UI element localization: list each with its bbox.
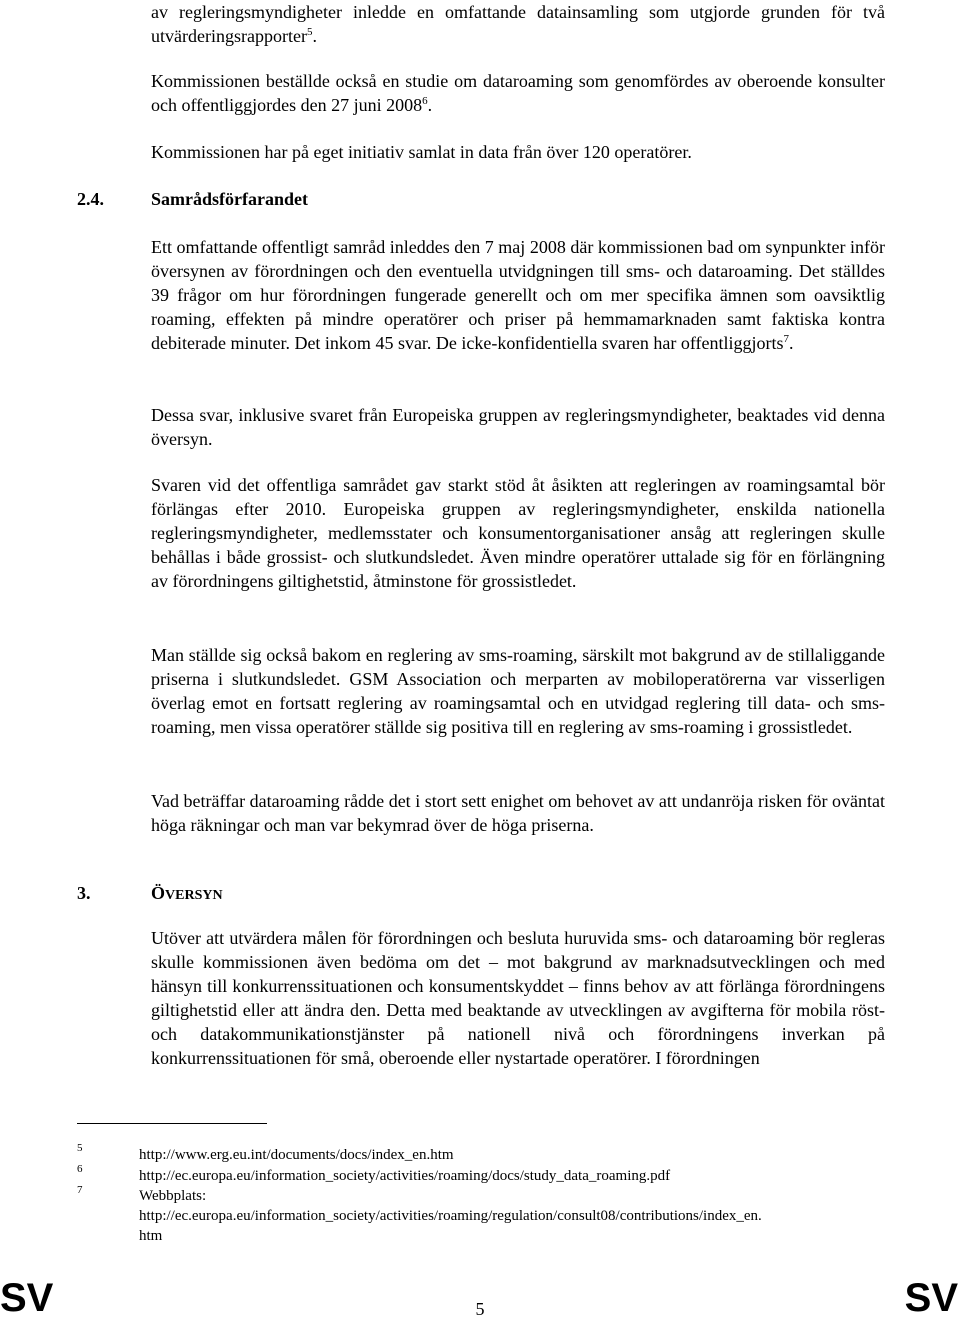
paragraph-ergs-data-collection: av regleringsmyndigheter inledde en omfattande datainsamling som utgjorde grunden för två utvärderingsrapporter$^5$.	[151, 2, 885, 46]
language-code-left: SV	[0, 1276, 54, 1320]
paragraph-data-roaming-consensus: Vad beträffar dataroaming rådde det i stort sett enighet om behovet av att undanröja risken för oväntat höga räkningar och man var bekymrad över de höga priserna.	[151, 791, 885, 835]
footnote-link-6[interactable]: http://ec.europa.eu/information_society/activities/roaming/docs/study_data_roaming.pdf	[139, 1168, 671, 1184]
section-title-samradsforfarandet: Samrådsförfarandet	[151, 189, 308, 209]
language-code-right: SV	[904, 1276, 958, 1320]
paragraph-review-scope: Utöver att utvärdera målen för förordningen och besluta huruvida sms- och dataroaming bör regleras skulle kommissionen även bedöma om det – mot bakgrund av marknadsutvecklingen och med hänsyn till konkurrenssituationen och konsumentskyddet – finns behov av att förlänga förordningens giltighetstid eller att ändra den. Detta med beaktande av utvecklingen av avgifterna för mobila röst- och datakommunikationstjänster på nationell nivå och förordningens inverkan på konkurrenssituationen för små, oberoende eller nystartade operatörer. I förordningen	[151, 928, 885, 1068]
section-title-oversyn: ÖVERSYN	[151, 883, 223, 903]
paragraph-operator-data: Kommissionen har på eget initiativ samlat in data från över 120 operatörer.	[151, 142, 692, 162]
footnote-link-5[interactable]: http://www.erg.eu.int/documents/docs/index_en.htm	[139, 1147, 454, 1163]
section-number-2-4: 2.4.	[77, 189, 104, 209]
paragraph-sms-roaming-support: Man ställde sig också bakom en reglering av sms-roaming, särskilt mot bakgrund av de stillaliggande priserna i slutkundsledet. GSM Association och merparten av mobiloperatörerna var visserligen överlag emot en fortsatt reglering av roamingsamtal och en utvidgad reglering till data- och sms-roaming, men vissa operatörer ställde sig positiva till en reglering av sms-roaming i grossistledet.	[151, 645, 885, 737]
paragraph-public-consultation: Ett omfattande offentligt samråd inleddes den 7 maj 2008 där kommissionen bad om synpunkter inför översynen av förordningen och den eventuella utvidgningen till sms- och dataroaming. Det ställdes 39 frågor om hur förordningen fungerade generellt och om mer specifika ämnen som oavsiktlig roaming, effekten på mindre operatörer och priser på hemmamarknaden samt faktiska kontra debiterade minuter. Det inkom 45 svar. De icke-konfidentiella svaren har offentliggjorts$^7$.	[151, 237, 885, 353]
footnote-ref-6[interactable]: 6	[422, 95, 428, 107]
paragraph-commission-study: Kommissionen beställde också en studie om dataroaming som genomfördes av oberoende konsulter och offentliggjordes den 27 juni 2008$^6$.	[151, 71, 885, 115]
footnote-ref-7[interactable]: 7	[783, 333, 789, 345]
page-number: 5	[475, 1299, 485, 1319]
footnote-number-5: 5	[77, 1142, 83, 1154]
footnote-link-7[interactable]: Webbplats: http://ec.europa.eu/information_society/activities/roaming/regulation/consult08/contributions/index_en. htm	[139, 1188, 762, 1244]
footnote-number-7: 7	[77, 1184, 83, 1196]
footnote-number-6: 6	[77, 1163, 83, 1175]
footnote-separator	[77, 1123, 267, 1124]
footnote-ref-5[interactable]: 5	[306, 26, 313, 38]
section-number-3: 3.	[77, 883, 91, 903]
paragraph-consultation-results: Svaren vid det offentliga samrådet gav starkt stöd åt åsikten att regleringen av roamingsamtal bör förlängas efter 2010. Europeiska gruppen av regleringsmyndigheter, enskilda nationella regleringsmyndigheter, medlemsstater och konsumentorganisationer ansåg att regleringen skulle behållas i både grossist- och slutkundsledet. Även mindre operatörer uttalade sig för en förlängning av förordningens giltighetstid, åtminstone för grossistledet.	[151, 475, 885, 591]
paragraph-ergs-answers: Dessa svar, inklusive svaret från Europeiska gruppen av regleringsmyndigheter, beaktades vid denna översyn.	[151, 405, 885, 449]
